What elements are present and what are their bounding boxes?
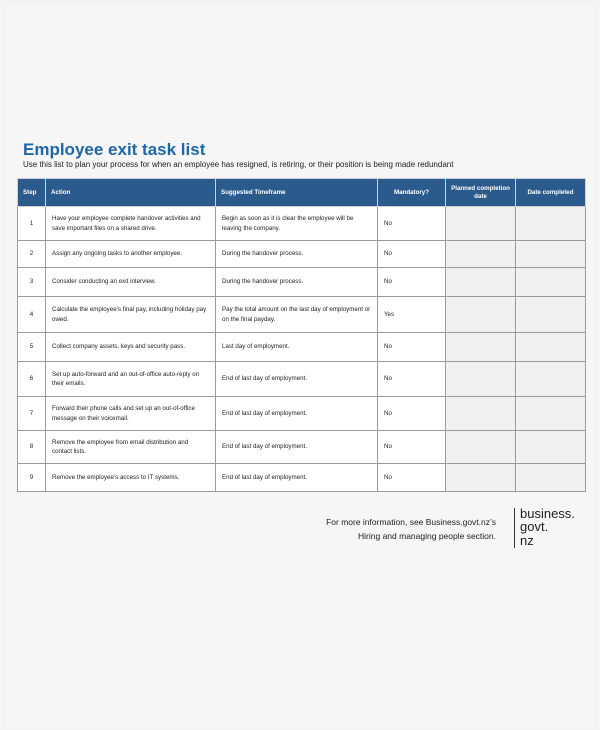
step-cell: 6 [18,362,46,397]
planned-date-cell[interactable] [446,207,516,241]
timeframe-cell: End of last day of employment. [216,464,378,492]
completed-date-cell[interactable] [516,333,586,362]
table-row [18,464,586,492]
table-row [18,241,586,268]
table-row [18,362,586,397]
business-govt-logo [520,507,575,547]
action-cell: Remove the employee from email distribution and contact lists. [46,431,216,464]
table-row [18,207,586,241]
timeframe-cell: End of last day of employment. [216,431,378,464]
logo-line-2: govt. [520,519,549,535]
header-timeframe: Suggested Timeframe [216,179,378,207]
timeframe-cell: During the handover process. [216,241,378,268]
timeframe-cell: End of last day of employment. [216,362,378,397]
mandatory-cell: Yes [378,297,446,333]
header-date-completed: Date completed [516,179,586,207]
completed-date-cell[interactable] [516,268,586,297]
page-subtitle: Use this list to plan your process for when an employee has resigned, is retiring, or their position is being made redundant [23,160,454,169]
table-header-row [18,179,586,207]
completed-date-cell[interactable] [516,207,586,241]
action-cell: Consider conducting an exit interview. [46,268,216,297]
table-row [18,268,586,297]
header-planned-completion-date: Planned completion date [446,179,516,207]
planned-date-cell[interactable] [446,333,516,362]
logo-line-3: nz [520,532,534,548]
completed-date-cell[interactable] [516,431,586,464]
step-cell: 4 [18,297,46,333]
step-cell: 5 [18,333,46,362]
step-cell: 2 [18,241,46,268]
footer-line-1: For more information, see Business.govt.nz’s [326,517,496,527]
action-cell: Collect company assets, keys and security pass. [46,333,216,362]
action-cell: Assign any ongoing tasks to another employee. [46,241,216,268]
page-title: Employee exit task list [23,140,206,159]
logo-line-1: business. [520,506,575,521]
step-cell: 7 [18,397,46,431]
completed-date-cell[interactable] [516,297,586,333]
timeframe-cell: During the handover process. [216,268,378,297]
mandatory-cell: No [378,241,446,268]
step-cell: 8 [18,431,46,464]
action-cell: Remove the employee’s access to IT systems. [46,464,216,492]
mandatory-cell: No [378,397,446,431]
exit-task-table [17,178,586,492]
timeframe-cell: Begin as soon as it is clear the employee will be leaving the company. [216,207,378,241]
action-cell: Set up auto-forward and an out-of-office auto-reply on their emails. [46,362,216,397]
mandatory-cell: No [378,333,446,362]
mandatory-cell: No [378,362,446,397]
logo-divider [514,508,515,548]
mandatory-cell: No [378,207,446,241]
mandatory-cell: No [378,431,446,464]
action-cell: Forward their phone calls and set up an out-of-office message on their voicemail. [46,397,216,431]
step-cell: 1 [18,207,46,241]
header-step: Step [18,179,46,207]
step-cell: 3 [18,268,46,297]
timeframe-cell: End of last day of employment. [216,397,378,431]
completed-date-cell[interactable] [516,397,586,431]
action-cell: Calculate the employee’s final pay, including holiday pay owed. [46,297,216,333]
table-row [18,431,586,464]
footer-info [300,516,496,543]
completed-date-cell[interactable] [516,362,586,397]
table-row [18,333,586,362]
planned-date-cell[interactable] [446,241,516,268]
planned-date-cell[interactable] [446,362,516,397]
footer-line-2: Hiring and managing people section. [358,530,496,541]
step-cell: 9 [18,464,46,492]
timeframe-cell: Last day of employment. [216,333,378,362]
planned-date-cell[interactable] [446,464,516,492]
completed-date-cell[interactable] [516,464,586,492]
planned-date-cell[interactable] [446,397,516,431]
table-row [18,297,586,333]
mandatory-cell: No [378,268,446,297]
planned-date-cell[interactable] [446,431,516,464]
completed-date-cell[interactable] [516,241,586,268]
header-action: Action [46,179,216,207]
action-cell: Have your employee complete handover activities and save important files on a shared drive. [46,207,216,241]
planned-date-cell[interactable] [446,268,516,297]
timeframe-cell: Pay the total amount on the last day of employment or on the final payday. [216,297,378,333]
planned-date-cell[interactable] [446,297,516,333]
header-mandatory: Mandatory? [378,179,446,207]
mandatory-cell: No [378,464,446,492]
table-row [18,397,586,431]
